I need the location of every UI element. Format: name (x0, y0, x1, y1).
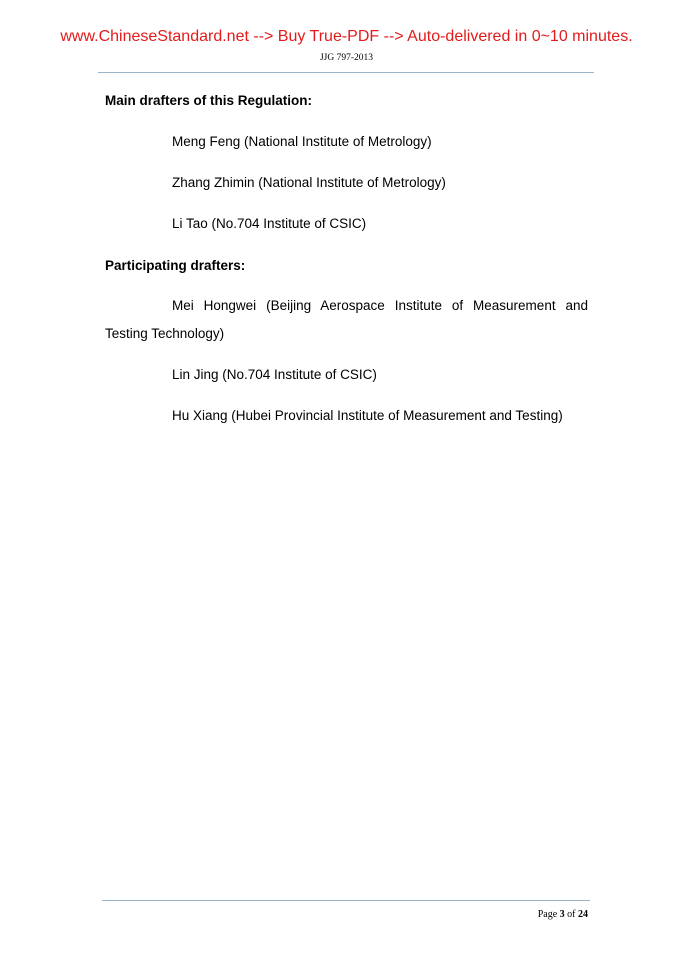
main-drafters-heading: Main drafters of this Regulation: (105, 93, 313, 108)
participating-drafters-heading: Participating drafters: (105, 258, 246, 273)
participating-drafter-item: Lin Jing (No.704 Institute of CSIC) (172, 367, 377, 382)
main-drafter-item: Zhang Zhimin (National Institute of Metrology) (172, 175, 446, 190)
main-drafter-item: Meng Feng (National Institute of Metrology) (172, 134, 432, 149)
header-divider (98, 72, 594, 73)
page-number (538, 909, 588, 920)
participating-drafter-item: Hu Xiang (Hubei Provincial Institute of Measurement and Testing) (172, 408, 563, 423)
of-word: of (567, 909, 576, 920)
source-banner[interactable]: www.ChineseStandard.net --> Buy True-PDF --> Auto-delivered in 0~10 minutes. (60, 28, 633, 45)
footer-divider (102, 900, 590, 901)
document-code: JJG 797-2013 (319, 53, 374, 63)
participating-drafter-item: Mei Hongwei (Beijing Aerospace Institute of Measurement and Testing Technology) (105, 298, 588, 341)
page-total: 24 (578, 909, 588, 920)
main-drafter-item: Li Tao (No.704 Institute of CSIC) (172, 216, 367, 231)
page-word: Page (537, 909, 558, 920)
page-current: 3 (559, 909, 565, 920)
